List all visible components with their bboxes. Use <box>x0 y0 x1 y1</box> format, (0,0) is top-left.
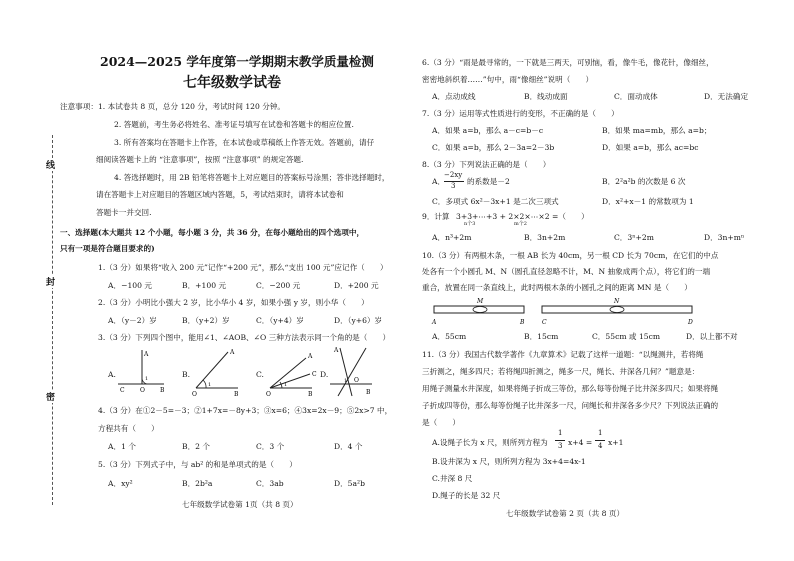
q9-option-d: D．3n+mⁿ <box>704 233 745 242</box>
q10-label-n: N <box>614 298 620 305</box>
q10-line-2: 处各有一个小圆孔 M、N（圆孔直径忽略不计，M、N 抽象成两个点），将它们的一端 <box>422 267 711 276</box>
q4-stem-2: 方程共有（ ） <box>98 424 159 433</box>
q11-line-4: 子折成四等份，那么每等份绳子比井深多一尺，问绳长和井深各多少尺？下列说法正确的 <box>422 401 719 410</box>
q1-option-a: A．−100 元 <box>108 281 152 290</box>
q1-stem: 1.（3 分）如果将“收入 200 元”记作“+200 元”，那么“支出 100 元”应记作（ ） <box>98 263 388 272</box>
q6-option-d: D．无法确定 <box>704 92 749 101</box>
q8-option-a-denominator: 3 <box>451 182 456 190</box>
q3a-label-o: O <box>140 387 145 394</box>
q10-label-a: A <box>432 319 437 326</box>
q7-option-b: B．如果 ma=mb，那么 a=b； <box>602 126 712 135</box>
q3d-label-1: 1 <box>344 378 348 384</box>
exam-title: 2024—2025 学年度第一学期期末教学质量检测 <box>100 54 374 69</box>
q7-option-c: C．如果 a=b，那么 2－3a=2－3b <box>432 143 555 152</box>
q8-option-b: B．2²a²b 的次数是 6 次 <box>602 177 686 186</box>
q6-option-b: B．线动成面 <box>524 92 568 101</box>
q1-option-b: B．+100 元 <box>182 281 227 290</box>
note-3b: 细阅读答题卡上的 “注意事项”，按照 “注意事项” 的规定答题. <box>96 155 304 164</box>
q3b-label-o: O <box>192 391 197 398</box>
q11-option-a-frac1-den: 3 <box>558 442 563 450</box>
q10-label-b: B <box>520 319 525 326</box>
q8-option-a-numerator: −2xy <box>444 171 463 179</box>
q3c-label-c: C <box>312 371 317 378</box>
q3a-label-c: C <box>120 387 125 394</box>
q5-option-a: A．xy² <box>108 479 133 488</box>
q6-stem-2: 密密地斜织着……”句中，雨“像细丝”说明（ ） <box>422 75 594 84</box>
q5-option-c: C．3ab <box>256 479 284 488</box>
q3-option-d: D. <box>320 370 329 379</box>
q3-figure-b <box>192 346 242 398</box>
q11-option-a-frac2-num: 1 <box>598 429 603 437</box>
q10-label-c: C <box>542 319 547 326</box>
q3d-label-a: A <box>334 347 339 354</box>
q9-under-m: m个2 <box>514 221 527 227</box>
q6-stem-1: 6.（3 分）“雨是最寻常的，一下就是三两天，可别恼，看，像牛毛，像花针，像细丝， <box>422 58 714 67</box>
q2-option-d: D．（y+6）岁 <box>334 316 383 325</box>
q8-option-c: C．多项式 6x²－3x+1 是二次三项式 <box>432 197 559 206</box>
q10-label-m: M <box>477 298 484 305</box>
q8-option-a-prefix: A． <box>432 177 446 186</box>
q3-option-a: A. <box>108 370 116 379</box>
q9-expression: 3+3+⋯+3 + 2×2×⋯×2 =（ ） <box>456 212 589 221</box>
q11-option-a-mid: x+4 = <box>568 438 593 447</box>
q10-label-d: D <box>688 319 693 326</box>
q7-stem: 7.（3 分）运用等式性质进行的变形，不正确的是（ ） <box>422 109 619 118</box>
note-2: 2. 答题前，考生务必将姓名、准考证号填写在试卷和答题卡的相应位置. <box>114 120 354 129</box>
q9-option-a: A．n³+2m <box>432 233 472 242</box>
binding-label-line: 线 <box>46 158 55 171</box>
exam-subtitle: 七年级数学试卷 <box>183 75 281 91</box>
q1-option-c: C．−200 元 <box>256 281 301 290</box>
q11-line-2: 三折测之，绳多四尺；若将绳四折测之，绳多一尺，绳长、井深各几何？”题意是： <box>422 367 700 376</box>
q5-stem: 5.（3 分）下列式子中，与 ab² 的和是单项式的是（ ） <box>98 460 297 469</box>
q1-option-d: D．+200 元 <box>334 281 379 290</box>
q4-option-a: A．1 个 <box>108 442 136 451</box>
q8-option-d: D．x²+x－1 的常数项为 1 <box>602 197 694 206</box>
section-1-heading-2: 只有一项是符合题目要求的) <box>60 244 155 253</box>
q5-option-d: D．5a²b <box>334 479 365 488</box>
q9-stem-prefix: 9．计算 <box>422 212 450 221</box>
note-1: 注意事项：1. 本试卷共 8 页，总分 120 分，考试时间 120 分钟。 <box>60 102 286 111</box>
q10-line-1: 10.（3 分）有两根木条，一根 AB 长为 40cm，另一根 CD 长为 70cm，在它们的中点 <box>422 251 719 260</box>
q3a-label-a: A <box>144 351 149 358</box>
q4-option-b: B．2 个 <box>182 442 211 451</box>
q3-figure-a <box>118 346 168 398</box>
q3b-label-b: B <box>234 391 239 398</box>
q11-line-3: 用绳子测量水井深度，如果将绳子折成三等份，那么每等份绳子比井深多四尺；如果将绳 <box>422 384 719 393</box>
q10-figure <box>430 296 700 330</box>
q5-option-b: B．2b²a <box>182 479 213 488</box>
q3d-label-b: B <box>366 389 371 396</box>
q10-option-c: C．55cm 或 15cm <box>592 332 661 341</box>
q2-option-c: C．（y+4）岁 <box>256 316 304 325</box>
q3-figure-c <box>266 346 316 398</box>
q8-option-a-suffix: 的系数是－2 <box>467 177 510 186</box>
binding-label-secret: 密 <box>46 390 55 403</box>
note-4c: 答题卡一并交回. <box>96 208 152 217</box>
q11-option-d: D.绳子的长是 32 尺 <box>432 491 501 500</box>
q11-line-5: 是（ ） <box>422 418 460 427</box>
q7-option-d: D．如果 a=b，那么 ac=bc <box>602 143 699 152</box>
q3a-label-b: B <box>160 387 165 394</box>
exam-page-2 <box>400 0 794 561</box>
note-4b: 请在答题卡上对应题目的答题区域内答题，5，考试结束时，请将本试卷和 <box>96 190 344 199</box>
q3-option-c: C. <box>256 370 264 379</box>
note-3: 3. 所有答案均在答题卡上作答，在本试卷或草稿纸上作答无效。答题前，请仔 <box>114 138 375 147</box>
q3d-label-o: O <box>354 377 359 384</box>
q11-option-b: B.设井深为 x 尺，则所列方程为 3x+4=4x-1 <box>432 457 586 466</box>
q7-option-a: A．如果 a=b，那么 a－c=b－c <box>432 126 544 135</box>
binding-line <box>52 135 53 505</box>
q11-option-a-frac1-num: 1 <box>558 429 563 437</box>
q8-stem: 8.（3 分）下列说法正确的是（ ） <box>422 160 551 169</box>
q11-option-a-prefix: A.设绳子长为 x 尺，则所列方程为 <box>432 438 548 447</box>
q4-option-d: D．4 个 <box>334 442 363 451</box>
q9-option-c: C．3ⁿ+2m <box>614 233 654 242</box>
q11-option-a-frac2-den: 4 <box>598 442 603 450</box>
q3-figure-d <box>330 344 374 400</box>
q3-stem: 3.（3 分）下列四个图中，能用∠1、∠AOB、∠O 三种方法表示同一个角的是（ ） <box>98 333 391 342</box>
footer-page-2: 七年级数学试卷第 2 页（共 8 页） <box>506 509 625 518</box>
q3c-label-a: A <box>308 353 313 360</box>
q6-option-a: A．点动成线 <box>432 92 476 101</box>
footer-page-1: 七年级数学试卷第 1页（共 8 页） <box>182 500 298 509</box>
q3c-label-o: O <box>266 391 271 398</box>
q11-option-a-suffix: x+1 <box>608 438 624 447</box>
q3-option-b: B. <box>182 370 190 379</box>
note-4: 4. 答选择题时，用 2B 铅笔将答题卡上对应题目的答案标号涂黑；答非选择题时， <box>114 173 390 182</box>
q11-line-1: 11.（3 分）我国古代数学著作《九章算术》记载了这样一道题：“以绳测井，若将绳 <box>422 350 704 359</box>
q2-option-b: B．（y+2）岁 <box>182 316 230 325</box>
q2-option-a: A．（y－2）岁 <box>108 316 157 325</box>
q10-option-b: B．15cm <box>524 332 559 341</box>
q10-option-d: D．以上都不对 <box>686 332 738 341</box>
q3c-label-1: 1 <box>284 382 288 388</box>
q3c-label-b: B <box>308 391 313 398</box>
binding-label-seal: 封 <box>46 275 55 288</box>
q2-stem: 2.（3 分）小明比小强大 2 岁，比小华小 4 岁，如果小强 y 岁，则小华（ ） <box>98 298 369 307</box>
q3a-label-1: 1 <box>145 376 149 382</box>
q3b-label-a: A <box>230 349 235 356</box>
q10-option-a: A．55cm <box>432 332 467 341</box>
q4-stem: 4.（3 分）在①2－5=－3；②1+7x=－8y+3；③x=6；④3x=2x－9；⑤2x>7 中， <box>98 406 393 415</box>
q10-line-3: 重合，放置在同一条直线上，此时两根木条的小圆孔之间的距离 MN 是（ ） <box>422 283 692 292</box>
q9-option-b: B．3n+2m <box>524 233 566 242</box>
q11-option-c: C.井深 8 尺 <box>432 474 473 483</box>
q9-under-n: n个3 <box>464 221 476 227</box>
q3b-label-1: 1 <box>208 382 212 388</box>
q6-option-c: C．面动成体 <box>614 92 658 101</box>
section-1-heading: 一、选择题(本大题共 12 个小题，每小题 3 分，共 36 分，在每小题给出的四个选项中， <box>60 228 365 237</box>
q4-option-c: C．3 个 <box>256 442 285 451</box>
